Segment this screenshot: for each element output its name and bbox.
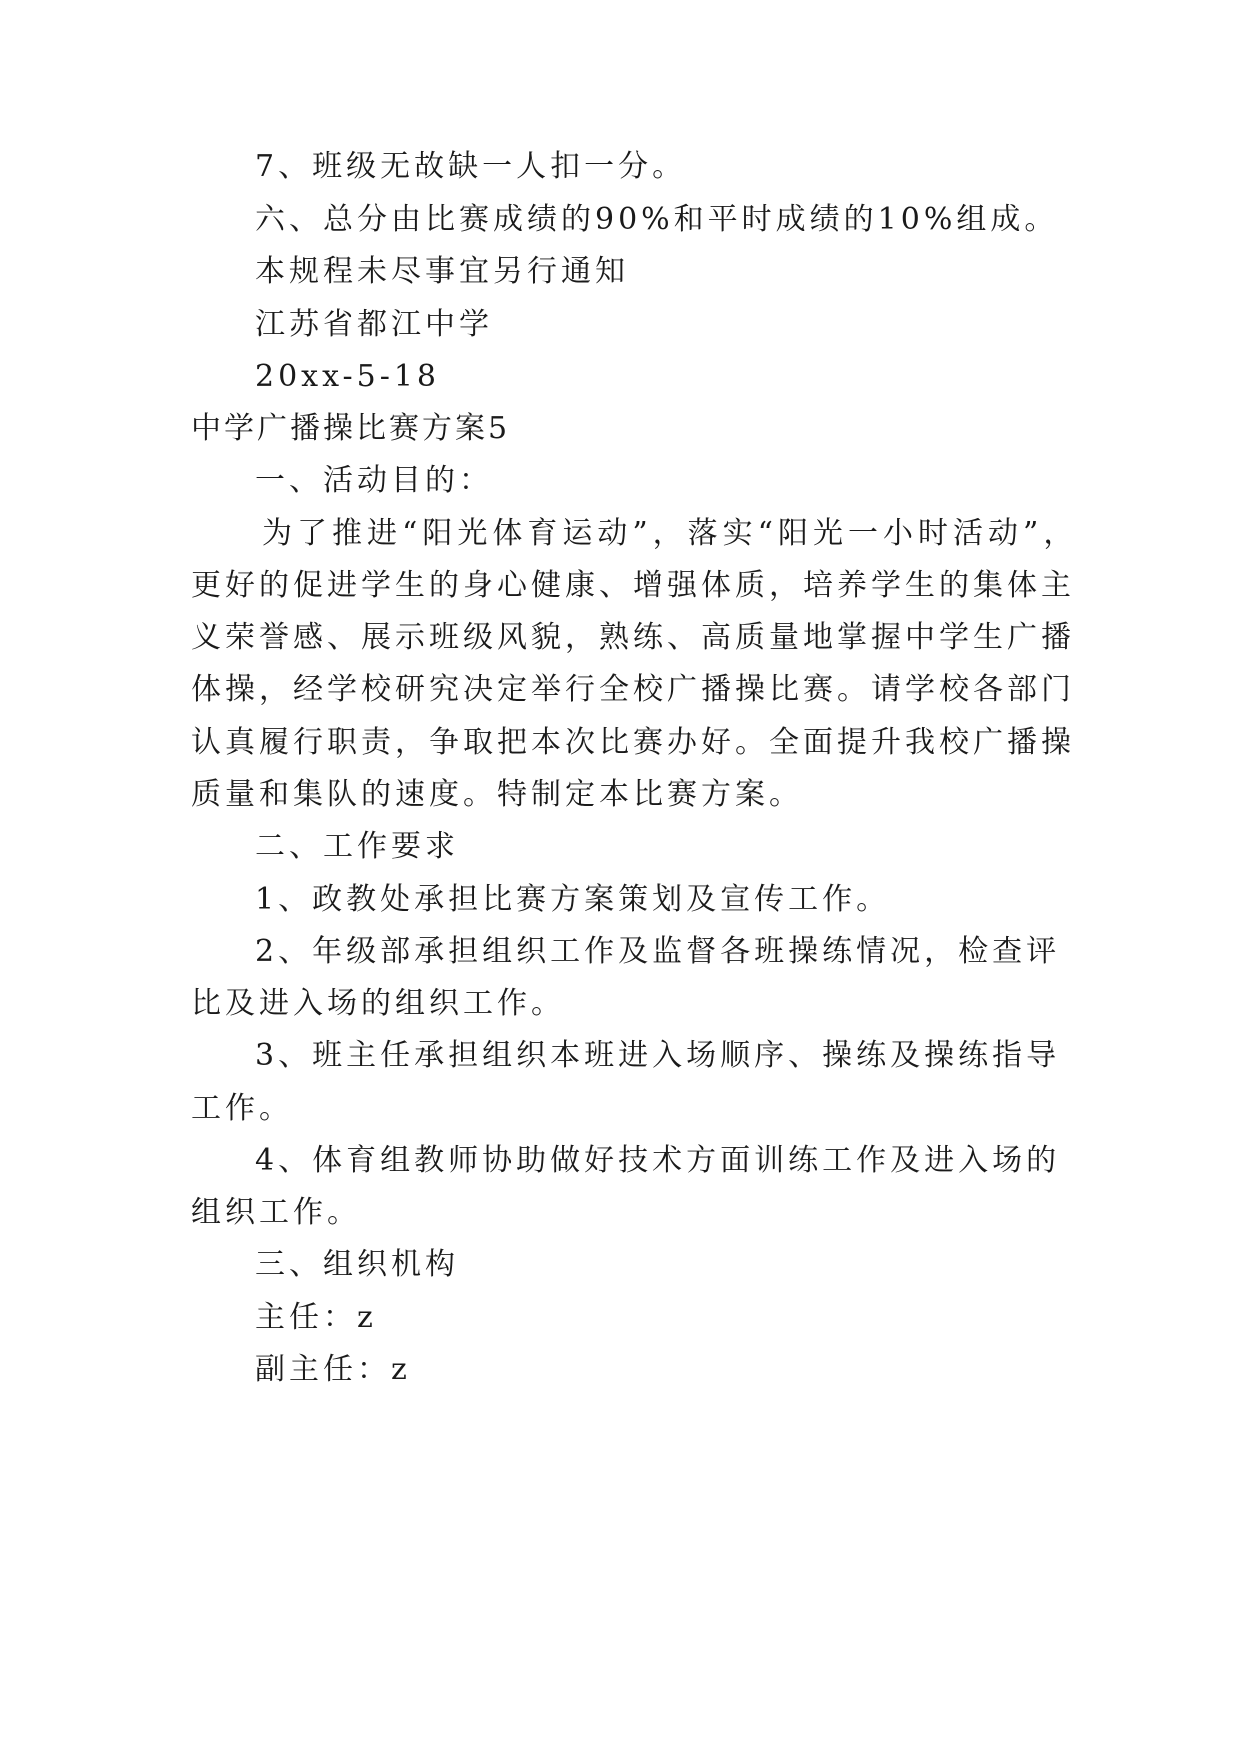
text-line: 本规程未尽事宜另行通知 [255,254,629,289]
paragraph-line: 质量和集队的速度。特制定本比赛方案。 [191,777,803,812]
text-line: 7、班级无故缺一人扣一分。 [255,149,687,184]
heading: 三、组织机构 [255,1247,459,1282]
section-title: 中学广播操比赛方案5 [191,411,511,446]
list-item-continued: 比及进入场的组织工作。 [191,986,565,1021]
text-line: 副主任：z [255,1352,411,1387]
list-item: 2、年级部承担组织工作及监督各班操练情况，检查评 [255,934,1061,969]
paragraph-line: 义荣誉感、展示班级风貌，熟练、高质量地掌握中学生广播 [191,620,1075,655]
list-item-continued: 工作。 [191,1091,293,1126]
paragraph-line: 认真履行职责，争取把本次比赛办好。全面提升我校广播操 [191,725,1075,760]
list-item: 4、体育组教师协助做好技术方面训练工作及进入场的 [255,1143,1061,1178]
heading: 一、活动目的： [255,463,493,498]
list-item: 3、班主任承担组织本班进入场顺序、操练及操练指导 [255,1038,1061,1073]
heading: 二、工作要求 [255,829,459,864]
text-line: 江苏省都江中学 [255,307,493,342]
paragraph-line: 更好的促进学生的身心健康、增强体质，培养学生的集体主 [191,568,1075,603]
list-item-continued: 组织工作。 [191,1195,361,1230]
text-line: 六、总分由比赛成绩的90%和平时成绩的10%组成。 [255,202,1059,237]
text-line: 主任：z [255,1300,377,1335]
paragraph-line: 体操，经学校研究决定举行全校广播操比赛。请学校各部门 [191,672,1075,707]
list-item: 1、政教处承担比赛方案策划及宣传工作。 [255,882,891,917]
paragraph-line: 为了推进“阳光体育运动”，落实“阳光一小时活动”， [262,516,1079,551]
date-line: 20xx-5-18 [255,359,441,394]
